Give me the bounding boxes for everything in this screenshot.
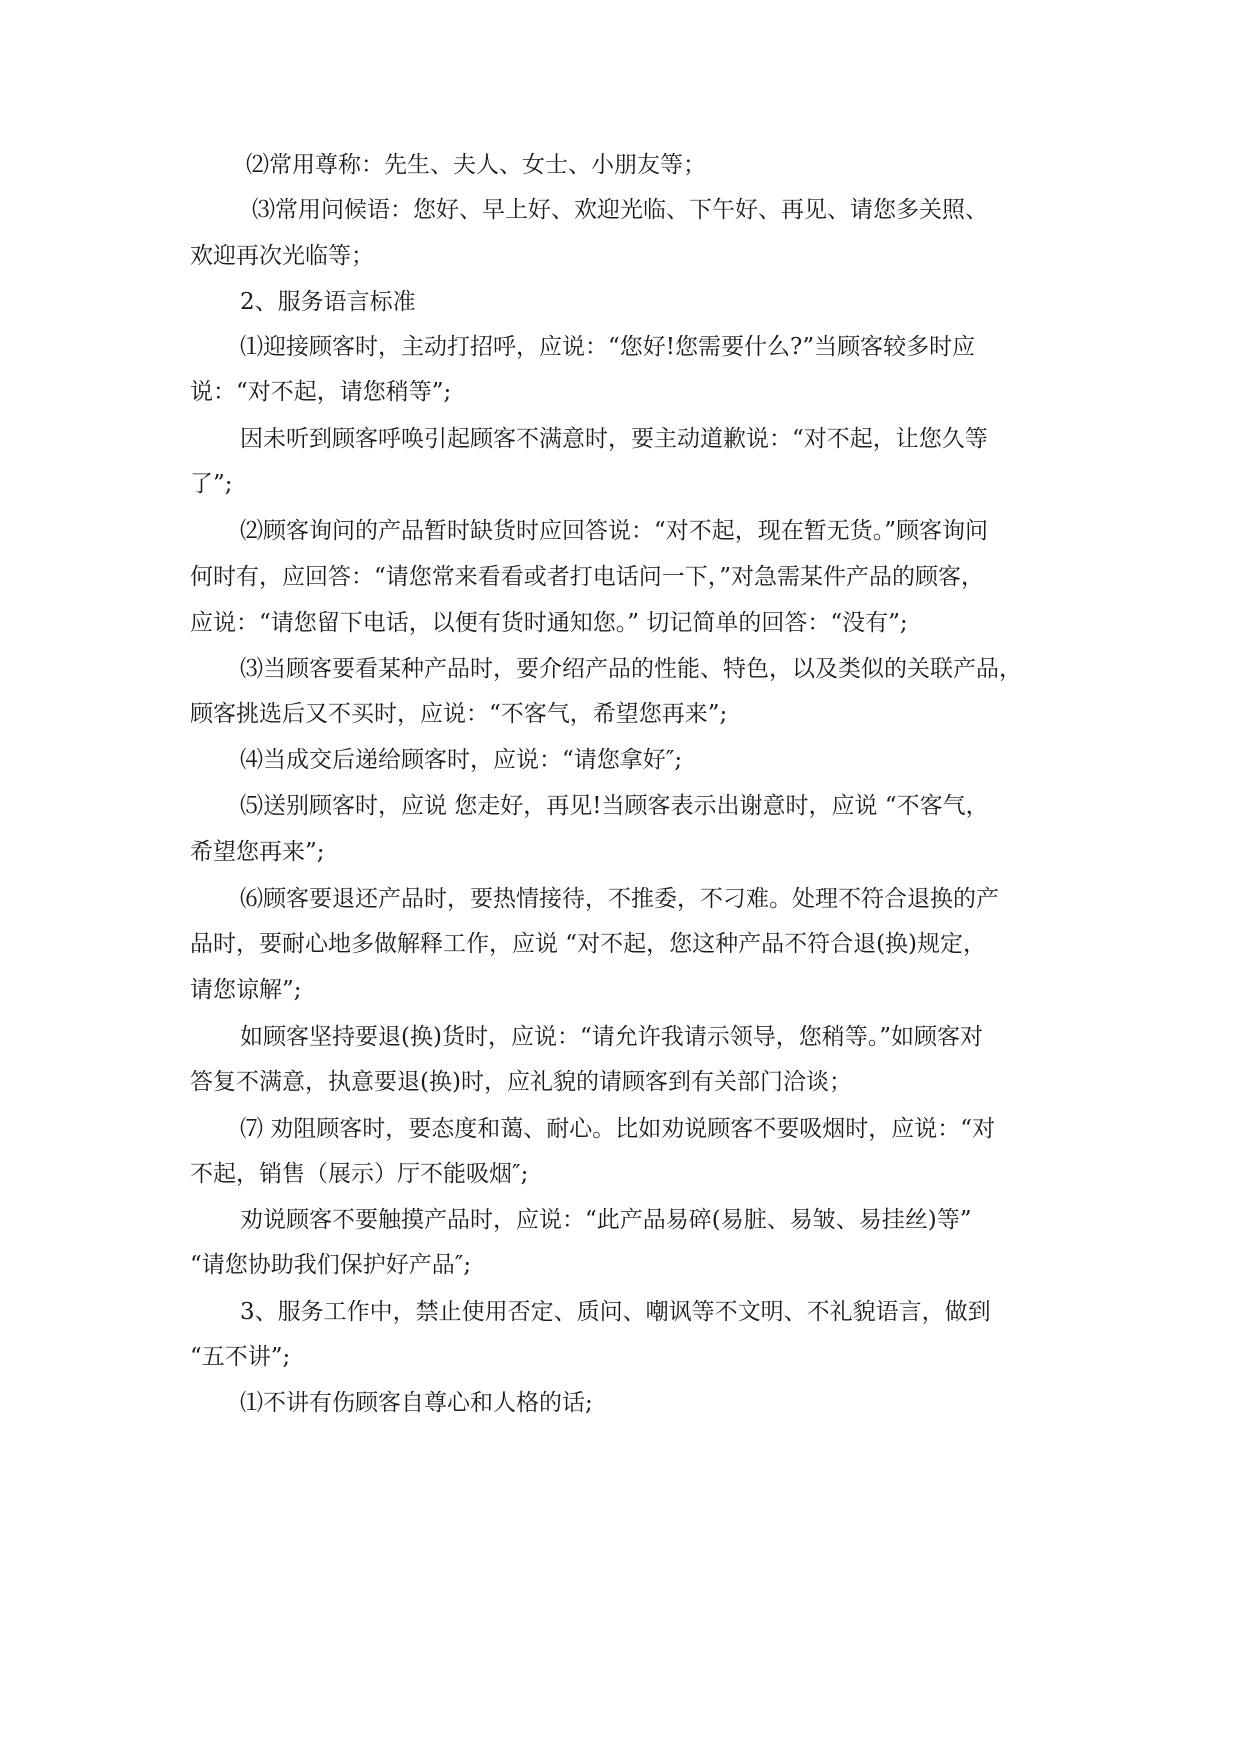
paragraph-line: 请您谅解”;	[190, 977, 302, 1003]
paragraph-line: ⑸送别顾客时，应说 您走好，再见!当顾客表示出谢意时，应说 “不客气，	[240, 793, 989, 819]
paragraph-line: 如顾客坚持要退(换)货时，应说：“请允许我请示领导，您稍等。”如顾客对	[240, 1024, 983, 1050]
paragraph-line: ⑴不讲有伤顾客自尊心和人格的话;	[240, 1390, 593, 1416]
paragraph-line: “五不讲”;	[190, 1344, 291, 1370]
paragraph-line: 不起，销售（展示）厅不能吸烟″;	[190, 1161, 529, 1187]
paragraph-line: 欢迎再次光临等；	[190, 243, 374, 269]
paragraph-line: ⑺ 劝阻顾客时，要态度和蔼、耐心。比如劝说顾客不要吸烟时，应说：“对	[240, 1116, 996, 1142]
paragraph-line: 希望您再来”;	[190, 839, 325, 865]
paragraph-line: ⑷当成交后递给顾客时，应说：“请您拿好″;	[240, 747, 683, 773]
paragraph-line: 因未听到顾客呼唤引起顾客不满意时，要主动道歉说：“对不起，让您久等	[240, 426, 988, 452]
paragraph-line: 顾客挑选后又不买时，应说：“不客气，希望您再来”;	[190, 701, 728, 727]
paragraph-line: ⑹顾客要退还产品时，要热情接待，不推委，不刁难。处理不符合退换的产	[240, 886, 999, 912]
paragraph-line: “请您协助我们保护好产品″;	[190, 1252, 472, 1278]
paragraph-line: ⑶当顾客要看某种产品时，要介绍产品的性能、特色，以及类似的关联产品，	[240, 656, 1022, 682]
paragraph-line: 品时，要耐心地多做解释工作，应说 “对不起，您这种产品不符合退(换)规定，	[190, 931, 987, 957]
paragraph-line: ⑵顾客询问的产品暂时缺货时应回答说：“对不起，现在暂无货。”顾客询问	[240, 518, 989, 544]
paragraph-line: ⑶常用问候语：您好、早上好、欢迎光临、下午好、再见、请您多关照、	[252, 197, 988, 223]
paragraph-line: 何时有，应回答：“请您常来看看或者打电话问一下，”对急需某件产品的顾客，	[190, 564, 985, 590]
paragraph-line: ⑴迎接顾客时，主动打招呼，应说：“您好!您需要什么?”当顾客较多时应	[240, 334, 976, 360]
paragraph-line: ⑵常用尊称：先生、夫人、女士、小朋友等；	[246, 152, 706, 178]
paragraph-line: 劝说顾客不要触摸产品时，应说：“此产品易碎(易脏、易皱、易挂丝)等”	[240, 1207, 972, 1233]
paragraph-line: 3、服务工作中，禁止使用否定、质问、嘲讽等不文明、不礼貌语言，做到	[240, 1299, 991, 1325]
paragraph-line: 说：“对不起，请您稍等”;	[190, 379, 452, 405]
section-heading: 2、服务语言标准	[240, 289, 416, 315]
paragraph-line: 应说：“请您留下电话，以便有货时通知您。” 切记简单的回答：“没有”;	[190, 610, 908, 636]
paragraph-line: 了”;	[190, 471, 233, 497]
paragraph-line: 答复不满意，执意要退(换)时，应礼貌的请顾客到有关部门洽谈；	[190, 1069, 852, 1095]
